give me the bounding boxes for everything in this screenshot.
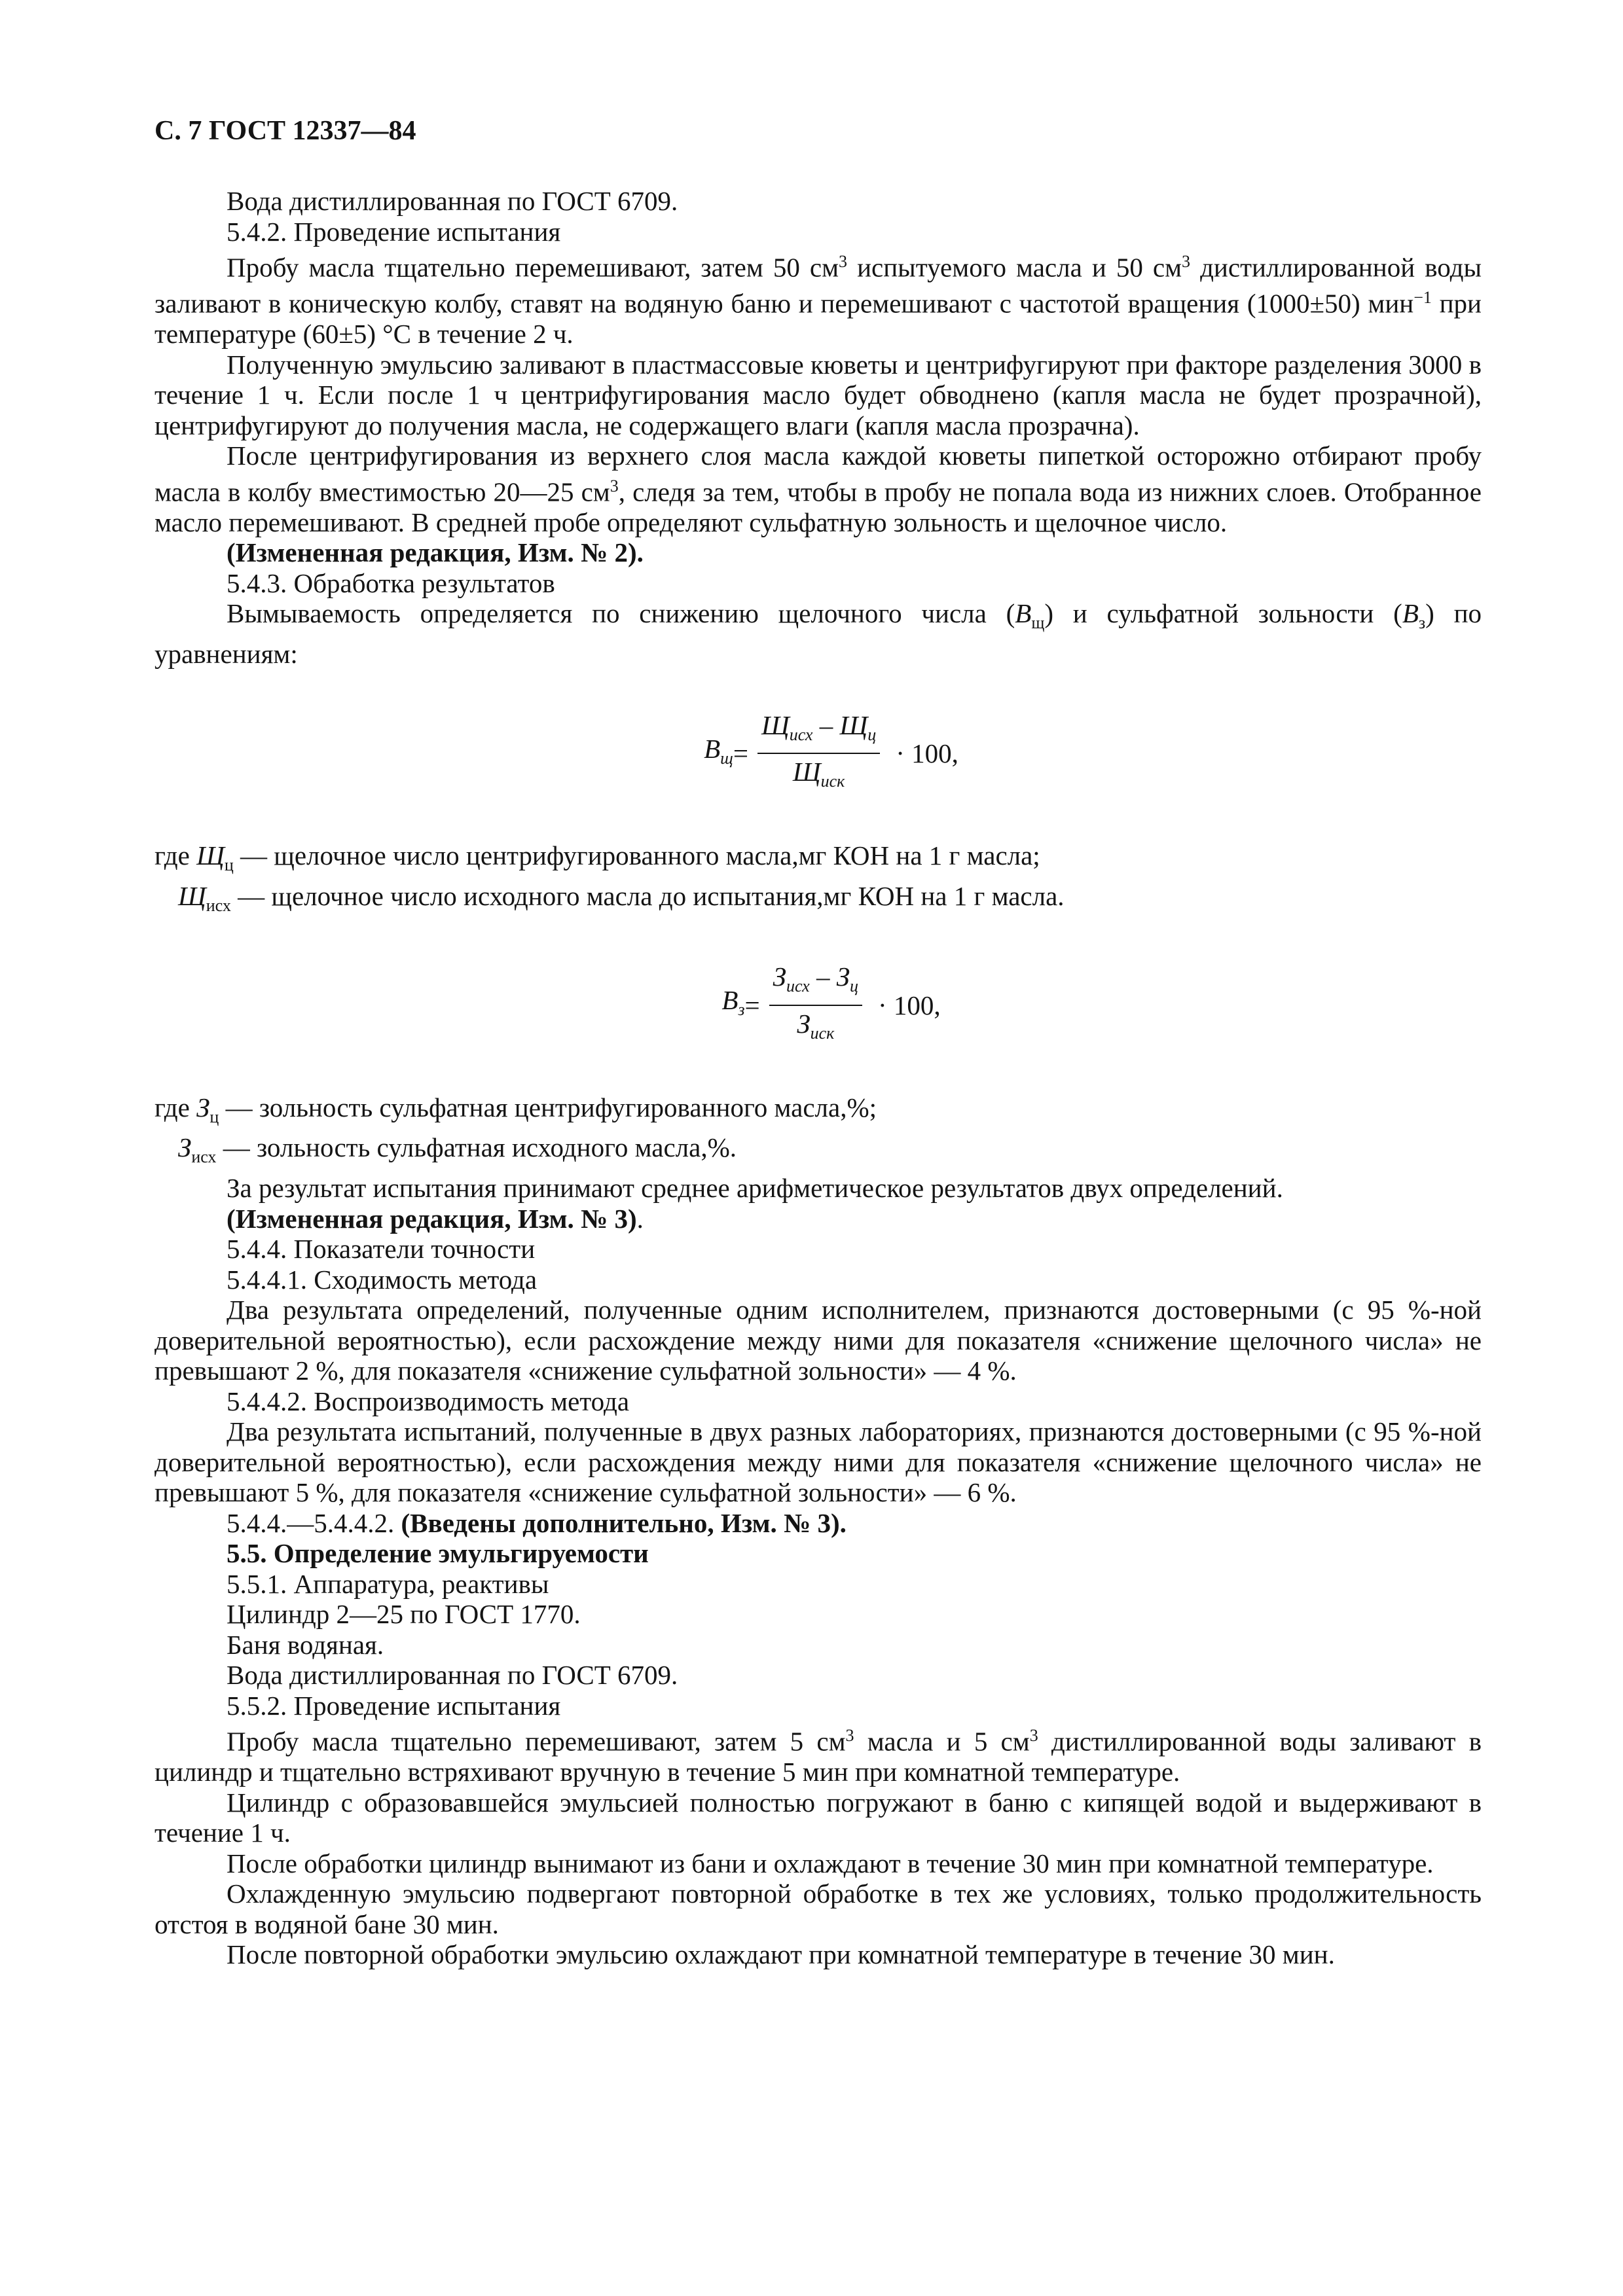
fraction: $\frac{З_{исх} - З_ц}{З_{иск}}$ xyxy=(769,961,862,1049)
section-heading: 5.5. Определение эмульгируемости xyxy=(227,1538,649,1569)
text-line: Вода дистиллированная по ГОСТ 6709. xyxy=(227,1660,678,1691)
amendment-note: (Измененная редакция, Изм. № 3). xyxy=(227,1203,644,1234)
fraction: $\frac{Щ_{исх} - Щ_ц}{Щ_{иск}}$ xyxy=(757,710,880,797)
document-body xyxy=(155,186,1482,1970)
definition-line: $З_{исх}$ — зольность сульфатная исходного масла,%. xyxy=(178,1132,737,1167)
text-line: Баня водяная. xyxy=(227,1629,384,1660)
paragraph: За результат испытания принимают среднее арифметическое результатов двух определений. xyxy=(227,1173,1283,1204)
paragraph: Два результата определений, полученные одним исполнителем, признаются достоверными (с 95 %-ной доверительной вероятностью), если расхождение между ними для показателя «снижение щелочного числа» не превышают 2 %, для показателя «снижение сульфатной зольности» — 4 %. xyxy=(155,1295,1482,1386)
subsection-heading: 5.5.2. Проведение испытания xyxy=(227,1690,561,1721)
subsection-heading: 5.4.2. Проведение испытания xyxy=(227,216,561,247)
subsection-heading: 5.4.4.2. Воспроизводимость метода xyxy=(227,1386,630,1416)
text-line: Вода дистиллированная по ГОСТ 6709. xyxy=(227,186,678,216)
subsection-heading: 5.4.4. Показатели точности xyxy=(227,1234,536,1265)
definition-line: $Щ_{исх}$ — щелочное число исходного масла до испытания,мг КОН на 1 г масла. xyxy=(178,880,1065,915)
paragraph: Полученную эмульсию заливают в пластмассовые кюветы и центрифугируют при факторе разделения 3000 в течение 1 ч. Если после 1 ч центрифугирования масло будет обводнено (капля масла не будет прозрачной), центрифугируют до получения масла, не содержащего влаги (капля масла прозрачна). xyxy=(155,349,1482,440)
paragraph: После обработки цилиндр вынимают из бани и охлаждают в течение 30 мин при комнатной температуре. xyxy=(227,1848,1434,1878)
text-line: Цилиндр 2—25 по ГОСТ 1770. xyxy=(227,1599,581,1630)
paragraph: После повторной обработки эмульсию охлаждают при комнатной температуре в течение 30 мин. xyxy=(227,1939,1335,1970)
amendment-note: (Измененная редакция, Изм. № 2). xyxy=(227,537,644,568)
paragraph: Охлажденную эмульсию подвергают повторной обработке в тех же условиях, только продолжительность отстоя в водяной бане 30 мин. xyxy=(155,1878,1482,1939)
definition-line: где $З_ц$ — зольность сульфатная центрифугированного масла,%; xyxy=(155,1092,877,1126)
formula-washout-ash: $В_з$ = $\frac{З_{исх} - З_ц}{З_{иск}}$ · 100, xyxy=(155,961,1482,1049)
paragraph: Пробу масла тщательно перемешивают, затем 50 $см^3$ испытуемого масла и 50 $см^3$ дистиллированной воды заливают в коническую колбу, ставят на водяную баню и перемешивают с частотой вращения (1000±50) мин$^{-1}$ при температуре (60±5) °С в течение 2 ч. xyxy=(155,252,1482,350)
subsection-heading: 5.4.3. Обработка результатов xyxy=(227,567,555,598)
paragraph: Пробу масла тщательно перемешивают, затем 5 $см^3$ масла и 5 $см^3$ дистиллированной воды заливают в цилиндр и тщательно встряхивают вручную в течение 5 мин при комнатной температуре. xyxy=(155,1726,1482,1787)
paragraph: Два результата испытаний, полученные в двух разных лабораториях, признаются достоверными (с 95 %-ной доверительной вероятностью), если расхождения между ними для показателя «снижение щелочного числа» не превышают 5 %, для показателя «снижение сульфатной зольности» — 6 %. xyxy=(155,1416,1482,1508)
amendment-note: 5.4.4.—5.4.4.2. (Введены дополнительно, Изм. № 3). xyxy=(227,1507,847,1538)
page-header: С. 7 ГОСТ 12337—84 xyxy=(155,116,416,146)
formula-washout-alkaline: $В_щ$ = $\frac{Щ_{исх} - Щ_ц}{Щ_{иск}}$ · 100, xyxy=(155,710,1482,797)
definition-line: где $Щ_ц$ — щелочное число центрифугированного масла,мг КОН на 1 г масла; xyxy=(155,840,1040,875)
subsection-heading: 5.4.4.1. Сходимость метода xyxy=(227,1264,538,1295)
paragraph: Вымываемость определяется по снижению щелочного числа $(В_щ)$ и сульфатной зольности $(В_з)$ по уравнениям: xyxy=(155,598,1482,670)
paragraph: Цилиндр с образовавшейся эмульсией полностью погружают в баню с кипящей водой и выдерживают в течение 1 ч. xyxy=(155,1787,1482,1848)
paragraph: После центрифугирования из верхнего слоя масла каждой кюветы пипеткой осторожно отбирают пробу масла в колбу вместимостью 20—25 $см^3$, следя за тем, чтобы в пробу не попала вода из нижних слоев. Отобранное масло перемешивают. В средней пробе определяют сульфатную зольность и щелочное число. xyxy=(155,440,1482,537)
subsection-heading: 5.5.1. Аппаратура, реактивы xyxy=(227,1568,549,1599)
